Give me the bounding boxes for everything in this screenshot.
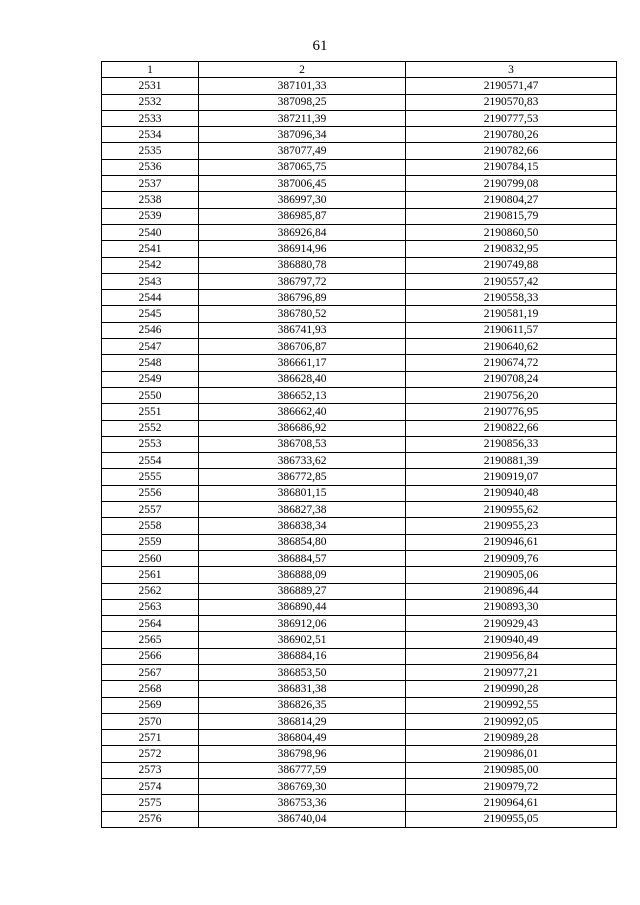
table-header-row [102, 62, 617, 78]
y-coordinate-cell: 2190946,61 [406, 534, 617, 550]
x-coordinate-cell: 386902,51 [199, 632, 406, 648]
x-coordinate-cell: 386628,40 [199, 371, 406, 387]
table-row [102, 550, 617, 566]
x-coordinate-cell: 386888,09 [199, 567, 406, 583]
y-coordinate-cell: 2190979,72 [406, 779, 617, 795]
point-number-cell: 2554 [102, 453, 199, 469]
y-coordinate-cell: 2190640,62 [406, 339, 617, 355]
y-coordinate-cell: 2190896,44 [406, 583, 617, 599]
table-row [102, 306, 617, 322]
point-number-cell: 2566 [102, 648, 199, 664]
x-coordinate-cell: 387065,75 [199, 159, 406, 175]
table-row [102, 485, 617, 501]
x-coordinate-cell: 386797,72 [199, 273, 406, 289]
y-coordinate-cell: 2190940,48 [406, 485, 617, 501]
table-row [102, 436, 617, 452]
table-row [102, 387, 617, 403]
x-coordinate-cell: 386662,40 [199, 404, 406, 420]
x-coordinate-cell: 386880,78 [199, 257, 406, 273]
x-coordinate-cell: 386804,49 [199, 730, 406, 746]
x-coordinate-cell: 386884,16 [199, 648, 406, 664]
y-coordinate-cell: 2190749,88 [406, 257, 617, 273]
y-coordinate-cell: 2190919,07 [406, 469, 617, 485]
table-row [102, 567, 617, 583]
x-coordinate-cell: 386831,38 [199, 681, 406, 697]
x-coordinate-cell: 387096,34 [199, 127, 406, 143]
point-number-cell: 2546 [102, 322, 199, 338]
y-coordinate-cell: 2190776,95 [406, 404, 617, 420]
point-number-cell: 2536 [102, 159, 199, 175]
x-coordinate-cell: 386780,52 [199, 306, 406, 322]
table-row [102, 420, 617, 436]
point-number-cell: 2549 [102, 371, 199, 387]
table-row [102, 224, 617, 240]
table-row [102, 110, 617, 126]
table-row [102, 762, 617, 778]
point-number-cell: 2568 [102, 681, 199, 697]
x-coordinate-cell: 386890,44 [199, 599, 406, 615]
x-coordinate-cell: 386826,35 [199, 697, 406, 713]
x-coordinate-cell: 386796,89 [199, 290, 406, 306]
point-number-cell: 2558 [102, 518, 199, 534]
point-number-cell: 2573 [102, 762, 199, 778]
x-coordinate-cell: 386686,92 [199, 420, 406, 436]
y-coordinate-cell: 2190571,47 [406, 78, 617, 94]
x-coordinate-cell: 386661,17 [199, 355, 406, 371]
table-row [102, 404, 617, 420]
point-number-cell: 2550 [102, 387, 199, 403]
table-row [102, 534, 617, 550]
y-coordinate-cell: 2190881,39 [406, 453, 617, 469]
point-number-cell: 2532 [102, 94, 199, 110]
y-coordinate-cell: 2190570,83 [406, 94, 617, 110]
table-row [102, 371, 617, 387]
table-row [102, 746, 617, 762]
point-number-cell: 2533 [102, 110, 199, 126]
table-row [102, 94, 617, 110]
x-coordinate-cell: 386769,30 [199, 779, 406, 795]
point-number-cell: 2540 [102, 224, 199, 240]
column-header-3: 3 [406, 62, 617, 78]
y-coordinate-cell: 2190985,00 [406, 762, 617, 778]
table-row [102, 143, 617, 159]
page-number: 61 [312, 38, 328, 54]
table-row [102, 681, 617, 697]
table-row [102, 355, 617, 371]
y-coordinate-cell: 2190815,79 [406, 208, 617, 224]
y-coordinate-cell: 2190674,72 [406, 355, 617, 371]
y-coordinate-cell: 2190986,01 [406, 746, 617, 762]
x-coordinate-cell: 387077,49 [199, 143, 406, 159]
y-coordinate-cell: 2190964,61 [406, 795, 617, 811]
x-coordinate-cell: 386741,93 [199, 322, 406, 338]
point-number-cell: 2543 [102, 273, 199, 289]
y-coordinate-cell: 2190992,05 [406, 713, 617, 729]
x-coordinate-cell: 386985,87 [199, 208, 406, 224]
table-row [102, 648, 617, 664]
table-row [102, 339, 617, 355]
table-row [102, 176, 617, 192]
table-row [102, 127, 617, 143]
x-coordinate-cell: 386708,53 [199, 436, 406, 452]
point-number-cell: 2534 [102, 127, 199, 143]
point-number-cell: 2576 [102, 811, 199, 827]
y-coordinate-cell: 2190955,62 [406, 502, 617, 518]
y-coordinate-cell: 2190992,55 [406, 697, 617, 713]
y-coordinate-cell: 2190990,28 [406, 681, 617, 697]
point-number-cell: 2570 [102, 713, 199, 729]
table-row [102, 779, 617, 795]
x-coordinate-cell: 386753,36 [199, 795, 406, 811]
point-number-cell: 2548 [102, 355, 199, 371]
point-number-cell: 2535 [102, 143, 199, 159]
x-coordinate-cell: 386827,38 [199, 502, 406, 518]
x-coordinate-cell: 386798,96 [199, 746, 406, 762]
y-coordinate-cell: 2190780,26 [406, 127, 617, 143]
point-number-cell: 2538 [102, 192, 199, 208]
point-number-cell: 2544 [102, 290, 199, 306]
table-row [102, 713, 617, 729]
point-number-cell: 2562 [102, 583, 199, 599]
y-coordinate-cell: 2190804,27 [406, 192, 617, 208]
table-row [102, 664, 617, 680]
y-coordinate-cell: 2190940,49 [406, 632, 617, 648]
point-number-cell: 2567 [102, 664, 199, 680]
table-row [102, 192, 617, 208]
y-coordinate-cell: 2190611,57 [406, 322, 617, 338]
x-coordinate-cell: 386777,59 [199, 762, 406, 778]
table-body [102, 78, 617, 828]
point-number-cell: 2555 [102, 469, 199, 485]
x-coordinate-cell: 386838,34 [199, 518, 406, 534]
x-coordinate-cell: 386912,06 [199, 616, 406, 632]
y-coordinate-cell: 2190989,28 [406, 730, 617, 746]
point-number-cell: 2564 [102, 616, 199, 632]
x-coordinate-cell: 387006,45 [199, 176, 406, 192]
y-coordinate-cell: 2190822,66 [406, 420, 617, 436]
y-coordinate-cell: 2190782,66 [406, 143, 617, 159]
point-number-cell: 2571 [102, 730, 199, 746]
x-coordinate-cell: 386814,29 [199, 713, 406, 729]
point-number-cell: 2574 [102, 779, 199, 795]
point-number-cell: 2539 [102, 208, 199, 224]
table-row [102, 241, 617, 257]
point-number-cell: 2553 [102, 436, 199, 452]
y-coordinate-cell: 2190856,33 [406, 436, 617, 452]
y-coordinate-cell: 2190832,95 [406, 241, 617, 257]
point-number-cell: 2557 [102, 502, 199, 518]
y-coordinate-cell: 2190956,84 [406, 648, 617, 664]
y-coordinate-cell: 2190860,50 [406, 224, 617, 240]
column-header-2: 2 [199, 62, 406, 78]
x-coordinate-cell: 386853,50 [199, 664, 406, 680]
table-row [102, 599, 617, 615]
table-row [102, 208, 617, 224]
y-coordinate-cell: 2190799,08 [406, 176, 617, 192]
point-number-cell: 2559 [102, 534, 199, 550]
table-row [102, 583, 617, 599]
table-row [102, 453, 617, 469]
table-row [102, 159, 617, 175]
x-coordinate-cell: 386854,80 [199, 534, 406, 550]
point-number-cell: 2552 [102, 420, 199, 436]
y-coordinate-cell: 2190708,24 [406, 371, 617, 387]
y-coordinate-cell: 2190581,19 [406, 306, 617, 322]
y-coordinate-cell: 2190784,15 [406, 159, 617, 175]
point-number-cell: 2572 [102, 746, 199, 762]
y-coordinate-cell: 2190955,05 [406, 811, 617, 827]
x-coordinate-cell: 386772,85 [199, 469, 406, 485]
coordinates-table [101, 61, 617, 828]
point-number-cell: 2561 [102, 567, 199, 583]
point-number-cell: 2537 [102, 176, 199, 192]
point-number-cell: 2563 [102, 599, 199, 615]
table-row [102, 257, 617, 273]
point-number-cell: 2575 [102, 795, 199, 811]
table-row [102, 273, 617, 289]
point-number-cell: 2547 [102, 339, 199, 355]
table-row [102, 632, 617, 648]
y-coordinate-cell: 2190756,20 [406, 387, 617, 403]
y-coordinate-cell: 2190893,30 [406, 599, 617, 615]
y-coordinate-cell: 2190557,42 [406, 273, 617, 289]
x-coordinate-cell: 386997,30 [199, 192, 406, 208]
table-row [102, 518, 617, 534]
y-coordinate-cell: 2190955,23 [406, 518, 617, 534]
point-number-cell: 2556 [102, 485, 199, 501]
table-row [102, 290, 617, 306]
x-coordinate-cell: 386914,96 [199, 241, 406, 257]
y-coordinate-cell: 2190909,76 [406, 550, 617, 566]
x-coordinate-cell: 386740,04 [199, 811, 406, 827]
y-coordinate-cell: 2190558,33 [406, 290, 617, 306]
point-number-cell: 2560 [102, 550, 199, 566]
x-coordinate-cell: 387101,33 [199, 78, 406, 94]
point-number-cell: 2545 [102, 306, 199, 322]
table-row [102, 322, 617, 338]
point-number-cell: 2531 [102, 78, 199, 94]
table-row [102, 469, 617, 485]
point-number-cell: 2565 [102, 632, 199, 648]
table-row [102, 616, 617, 632]
x-coordinate-cell: 386926,84 [199, 224, 406, 240]
x-coordinate-cell: 387211,39 [199, 110, 406, 126]
x-coordinate-cell: 386733,62 [199, 453, 406, 469]
table-row [102, 502, 617, 518]
x-coordinate-cell: 386801,15 [199, 485, 406, 501]
y-coordinate-cell: 2190905,06 [406, 567, 617, 583]
y-coordinate-cell: 2190929,43 [406, 616, 617, 632]
column-header-1: 1 [102, 62, 199, 78]
point-number-cell: 2551 [102, 404, 199, 420]
x-coordinate-cell: 386889,27 [199, 583, 406, 599]
y-coordinate-cell: 2190777,53 [406, 110, 617, 126]
table-row [102, 697, 617, 713]
y-coordinate-cell: 2190977,21 [406, 664, 617, 680]
table-row [102, 78, 617, 94]
table-row [102, 795, 617, 811]
x-coordinate-cell: 387098,25 [199, 94, 406, 110]
point-number-cell: 2542 [102, 257, 199, 273]
x-coordinate-cell: 386884,57 [199, 550, 406, 566]
x-coordinate-cell: 386652,13 [199, 387, 406, 403]
table-row [102, 811, 617, 827]
point-number-cell: 2541 [102, 241, 199, 257]
table-row [102, 730, 617, 746]
x-coordinate-cell: 386706,87 [199, 339, 406, 355]
point-number-cell: 2569 [102, 697, 199, 713]
